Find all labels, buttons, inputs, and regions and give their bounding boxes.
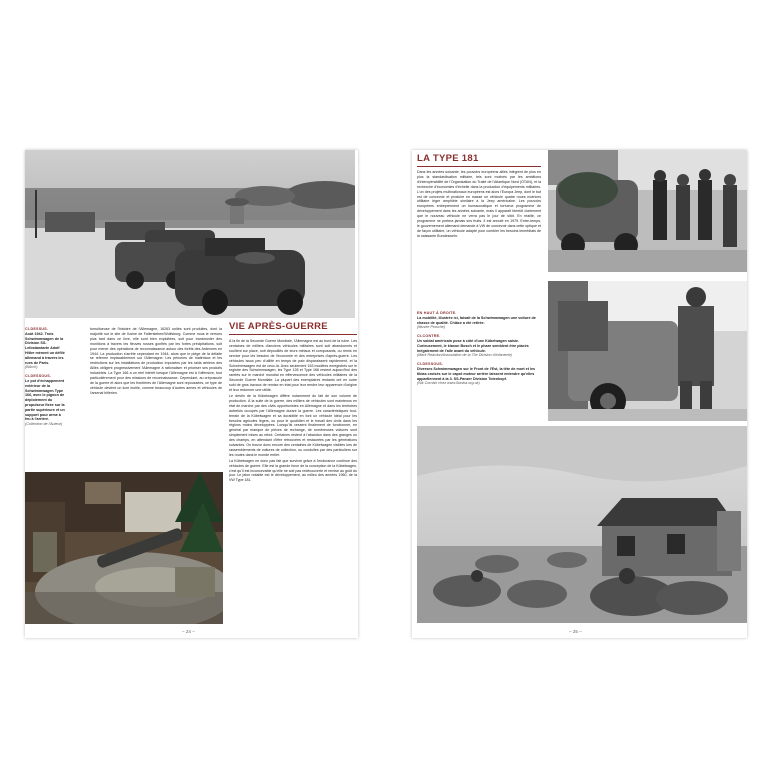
caption-label: CI-DESSOUS.	[417, 362, 444, 367]
caption-label: CI-CONTRE.	[417, 334, 441, 339]
photo-paris-parade	[25, 150, 355, 318]
caption-label: CI-DESSUS.	[25, 327, 49, 331]
paragraph: Le destin de la Kübelwagen diffère notamment du fait de son volume de production. À la suite de la guerre, des milliers de véhicules sont maintenus en état de marche par des civils opportunistes en Allemagne et dans les territoires autrefois occupés par l'Allemagne durant la guerre. Les caractéristiques tout-terrain de la Kübelwagen et sa durabilité en font un véhicule idéal pour les besoins agricoles légers, ou pour le quotidien et le travail des civils dans les régions moins développées. Lorsqu'ils cessent finalement de fonctionner, en général par manque de pièces de rechange, de nombreuses voitures sont simplement mises au rebut. Certaines restent à l'abandon dans des granges ou des champs, en attendant d'être retrouvées et restaurées par les générations suivantes. On trouve donc encore des centaines de Kübelwagen visibles lors de rassemblements de voitures de collection, ou conduites par des particuliers sur les routes dans le monde entier.	[229, 393, 357, 457]
heading-rule	[229, 334, 357, 335]
heading-rule	[417, 166, 541, 167]
caption-credit: (Mark Reardon/Association de la 70e Division d'Infanterie)	[417, 353, 512, 358]
paragraph: À la fin de la Seconde Guerre Mondiale, l'Allemagne est au bord de la ruine. Les centaines de milliers d'anciens véhicules militaires sont soit abandonnés et rouillent sur place, soit dépouillés de leurs métaux et composants, ou remis en service pour les besoins de l'économie et des entreprises d'après-guerre. Les véhicules issus peu d'utilité en temps de paix disparaissent rapidement, et la Schwimmwagen est de ceux-là. Avec seulement 163 modèles enregistrés sur le registre des Schwimmwagen, les Type 128 et Type 166 restent aujourd'hui des raretés sur le marché mondial en effervescence des véhicules militaires de la Seconde Guerre Mondiale. La plupart des exemplaires restants ont en outre subi de gros travaux de remise en état pour leur rendre leur apparence d'origine et leur redonner une utilité.	[229, 339, 357, 393]
caption-credit: (Nik Cornish chez www.Stavka.org.uk)	[417, 381, 480, 386]
caption-text: La mobilité, illustrée ici, faisait de la Schwimmwagen une voiture de chasse de qualité. Chiâce a été retirée.	[417, 315, 536, 325]
text-column	[417, 170, 541, 304]
caption-label: CI-DESSOUS.	[25, 374, 52, 379]
caption-text: Le pot d'échappement extérieur de la Schwimmwagen Type 166, avec le pignon de déploiement du propulseur fixée sur la partie supérieure et un support pour arme à feu à l'arrière.	[25, 378, 65, 422]
caption-text: Diverses Schwimmwagen sur le Front de l'Est, la tête de mort et les tibias croisés sur le capot moteur arrière laissent entendre qu'elles appartiennent à la 3. SS-Panzer Division Totenkopf.	[417, 366, 536, 381]
photo-eastern-front-schwimmwagen	[417, 426, 747, 623]
page-number: – 24 –	[182, 629, 195, 634]
paragraph: La Kübelwagen ne donc pas fait que survivre grâce à l'endurance continue des véhicules de guerre. Elle est la grande force de la conception de la Kübelwagen, c'est qu'il est inconcevable qu'elle ne soit pas redécouverte et remise au goût du jour. Le jalon notable est le développement, au milieu des années 1960, de la VW Type 181.	[229, 458, 357, 483]
photo-schwimmwagen-inspection	[548, 150, 747, 272]
photo-museum-exhaust	[25, 472, 223, 624]
photo-american-soldier-kubelwagen	[548, 281, 747, 421]
caption-text: Un soldat américain pose à côté d'une Kübelwagen saisie. Curieusement, le klaxon Bosch et le phare semblent être placés inégalement de l'aile avant du véhicule.	[417, 338, 529, 353]
text-column-right	[229, 339, 357, 633]
caption-credit: (Musée Porsche)	[417, 325, 446, 330]
caption-credit: (Collection de l'Auteur)	[25, 422, 63, 427]
captions-right	[417, 311, 541, 390]
left-page	[25, 150, 358, 638]
caption-paris-parade	[25, 327, 67, 431]
section-heading-apres-guerre: VIE APRÈS-GUERRE	[229, 321, 328, 332]
caption-text: Août 1942. Trois Schwimmwagen de la Division SS-Leibstandarte Adolf Hitler mènent un défilé allemand à travers les rues de Paris.	[25, 331, 65, 365]
text-column-mid	[90, 327, 222, 464]
page-number: – 25 –	[569, 629, 582, 634]
paragraph: Dans les années soixante, les pouvoirs européens alliés intègrent de plus en plus la standardisation militaire, tels sont motivés par les ambitions d'interopérabilité de l'Organisation du Traité de l'Atlantique Nord (OTAN), et la recherche d'économies d'échelle dans la production d'équipements militaires. L'un des projets multinationaux européens est alors l'Europa Jeep, dont le but est de concevoir et produire en masse un véhicule quatre roues motrices utilitaire léger amphibie similaire à la Jeep américaine. Les pouvoirs européens entreprennent un bureaucratique et tortueux programme de développement dans les années soixante, mais il apparaît bientôt clairement que le nouveau véhicule ne verra pas le jour de sitôt. En réalité, ce programme ne portera jamais ses fruits. Il est annulé en 1979. Entre-temps, le gouvernement allemand demande à VW de concevoir dans cette optique et de façon utilitaire, un véhicule adapté pour combler les besoins immédiats de la naissante Bundeswehr.	[417, 170, 541, 238]
right-page	[412, 150, 747, 638]
paragraph: tumultueuse de l'histoire de l'Allemagne, 16263 unités sont produites, dont la majorité sur le site de l'usine de Fallersleben/Wolfsburg. Comme nous le verrons plus tard dans ce livre, elle sont bien exploitées, soit pour transborder des munitions à travers les fleuves russes gonflés par les fortes précipitations, soit pour mener des opérations de reconnaissance autour des forêts des Ardennes en 1944. La production s'arrête cependant en 1944, alors que le piège de la défaite se referme implacablement sur l'Allemagne. Les pénuries de matériaux et les restrictions sur les installations de production imposées par les raids aériens des Alliés obligent progressivement l'Allemagne à rationaliser et prioriser ses produits industriels. La Type 166 a un réel intérêt lorsque l'Allemagne est à l'offensive, tout particulièrement pour des missions de reconnaissance. Cependant, au crépuscule de la guerre et alors que les frontières de l'Allemagne sont repoussées, ce type de véhicule devient un luxe inutile, comme beaucoup d'autres armes et véhicules de l'arsenal hitlérien.	[90, 327, 222, 395]
caption-label: EN HAUT À DROITE.	[417, 311, 457, 315]
section-heading-type-181: LA TYPE 181	[417, 153, 479, 164]
caption-credit: (BArch)	[25, 365, 38, 370]
